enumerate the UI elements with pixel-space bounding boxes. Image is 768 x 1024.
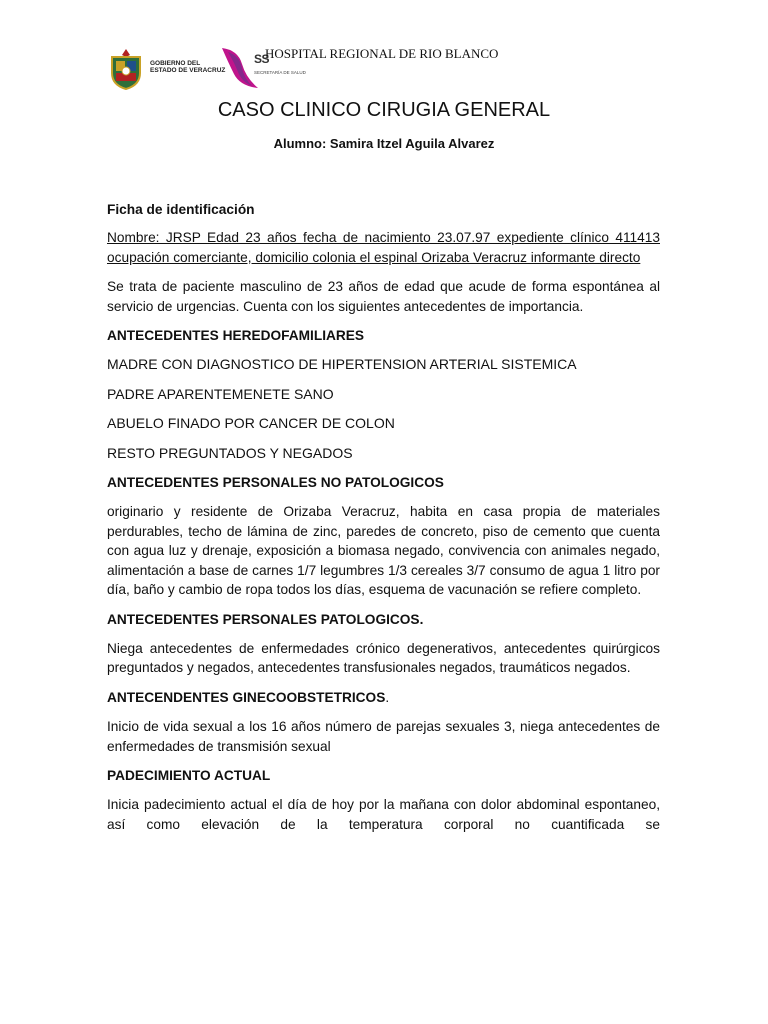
heredo-heading: ANTECEDENTES HEREDOFAMILIARES	[107, 328, 365, 344]
no-pato-heading: ANTECEDENTES PERSONALES NO PATOLOGICOS	[107, 475, 444, 491]
gineco-heading-line	[107, 688, 660, 707]
hospital-name: HOSPITAL REGIONAL DE RIO BLANCO	[265, 46, 499, 61]
gov-logo-line-2: ESTADO DE VERACRUZ	[150, 67, 226, 74]
gineco-text: Inicio de vida sexual a los 16 años número de parejas sexuales 3, niega antecedentes de enfermedades de transmisión sexual	[107, 719, 660, 754]
student-label: Alumno:	[273, 136, 330, 151]
document-title: CASO CLINICO CIRUGIA GENERAL	[217, 99, 551, 121]
student-line	[0, 136, 768, 151]
gov-logo-text	[150, 60, 225, 74]
ss-mark: SS	[254, 52, 270, 66]
actual-heading: PADECIMIENTO ACTUAL	[107, 767, 271, 783]
heredo-line: RESTO PREGUNTADOS Y NEGADOS	[107, 444, 353, 461]
actual-text: Inicia padecimiento actual el día de hoy por la mañana con dolor abdominal espontaneo, así como elevación de la temperatura corporal no cuantificada se	[107, 797, 660, 832]
student-name: Samira Itzel Aguila Alvarez	[329, 136, 495, 151]
gov-logo-line-1: GOBIERNO DEL	[150, 60, 201, 67]
ss-subtitle: SECRETARÍA DE SALUD	[254, 70, 306, 75]
id-card-heading: Ficha de identificación	[107, 202, 255, 217]
no-pato-text: originario y residente de Orizaba Veracruz, habita en casa propia de materiales perdurables, techo de lámina de zinc, paredes de concreto, piso de cemento que cuenta con agua luz y drenaje, exposición a biomasa negado, convivencia con animales negado, alimentación a base de carnes 1/7 legumbres 1/3 cereales 3/7 consumo de agua 1 litro por día, baño y cambio de ropa todos los días, esquema de vacunación se refiere completo.	[107, 504, 660, 598]
gineco-heading-tail: .	[385, 689, 390, 705]
veracruz-coat-of-arms-icon	[106, 47, 146, 91]
heredo-line: MADRE CON DIAGNOSTICO DE HIPERTENSION ARTERIAL SISTEMICA	[107, 356, 577, 373]
intro-paragraph: Se trata de paciente masculino de 23 años de edad que acude de forma espontánea al servicio de urgencias. Cuenta con los siguientes antecedentes de importancia.	[107, 279, 660, 314]
gineco-heading: ANTECENDENTES GINECOOBSTETRICOS	[107, 689, 386, 705]
document-body	[107, 200, 660, 834]
heredo-line: PADRE APARENTEMENETE SANO	[107, 385, 334, 402]
pato-text: Niega antecedentes de enfermedades crónico degenerativos, antecedentes quirúrgicos preguntados y negados, antecedentes transfusionales negados, traumáticos negados.	[107, 640, 660, 676]
heredo-line: ABUELO FINADO POR CANCER DE COLON	[107, 415, 395, 432]
pato-heading: ANTECEDENTES PERSONALES PATOLOGICOS.	[107, 611, 424, 627]
id-card-text: Nombre: JRSP Edad 23 años fecha de nacimiento 23.07.97 expediente clínico 411413 ocupación comerciante, domicilio colonia el espinal Orizaba Veracruz informante directo	[107, 230, 660, 265]
